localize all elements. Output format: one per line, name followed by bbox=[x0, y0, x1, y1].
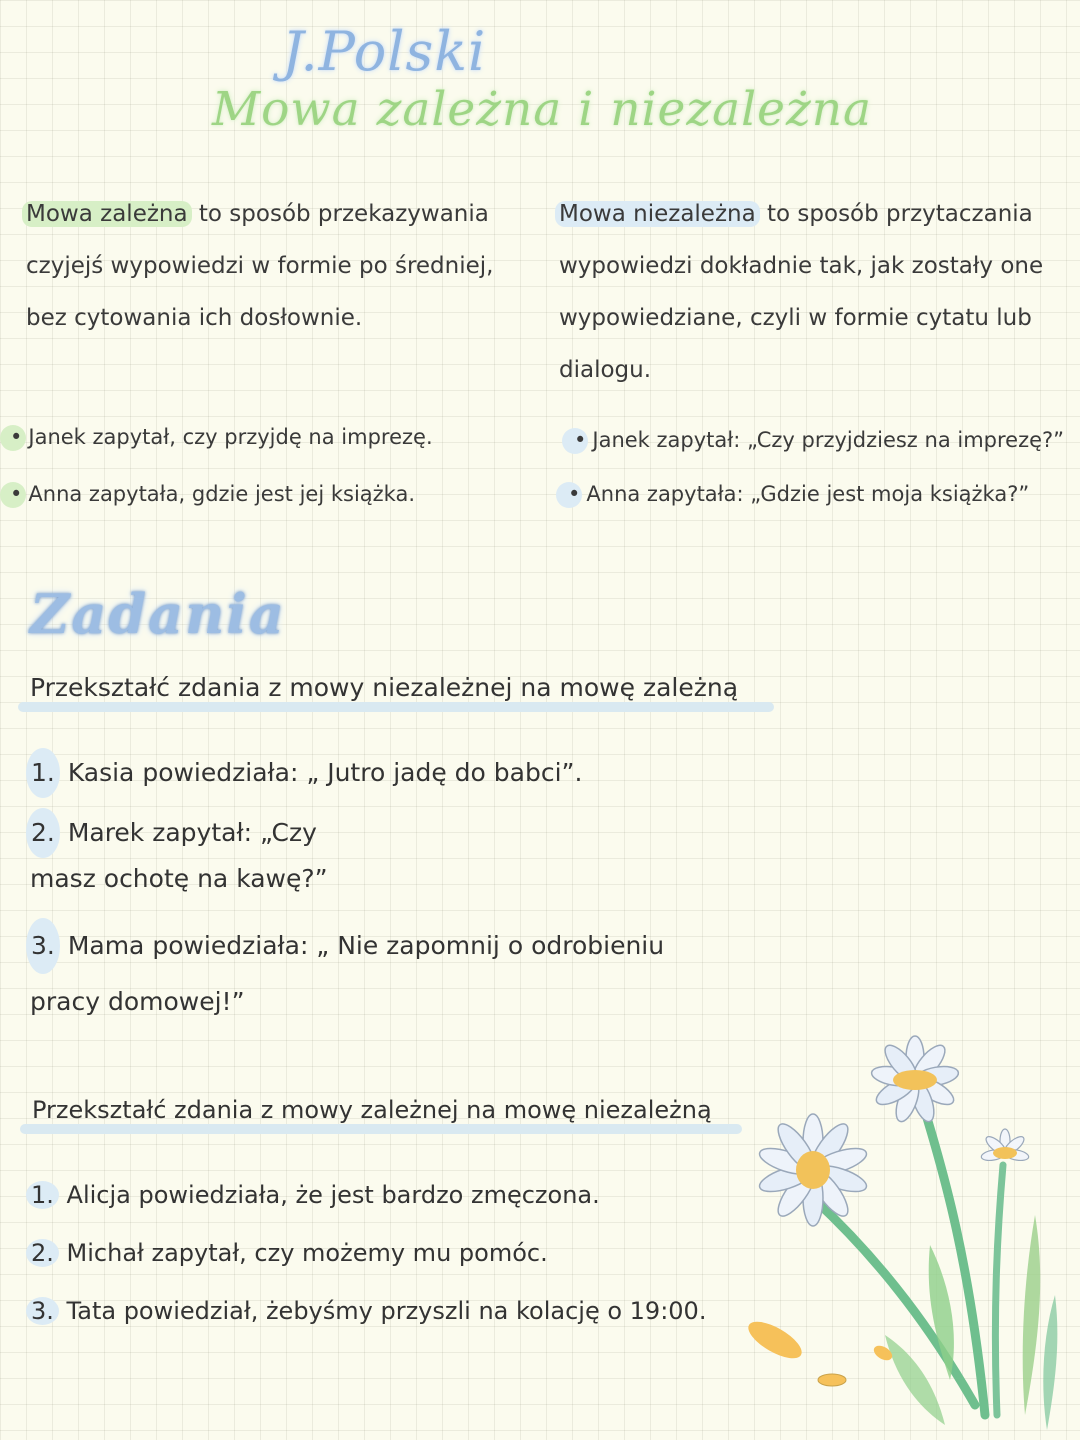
title-topic: Mowa zależna i niezależna bbox=[212, 82, 873, 137]
task-item bbox=[30, 1297, 706, 1325]
definition-line: to sposób przekazywania bbox=[191, 201, 489, 227]
term-independent: Mowa niezależna bbox=[555, 201, 760, 227]
task-text: Mama powiedziała: „ Nie zapomnij o odrobieniu bbox=[67, 931, 665, 960]
instruction-underline bbox=[20, 1124, 742, 1134]
task-item bbox=[30, 1239, 548, 1267]
daisy-illustration bbox=[735, 1035, 1080, 1440]
definition-independent bbox=[555, 188, 1075, 396]
task-text: Kasia powiedziała: „ Jutro jadę do babci”. bbox=[67, 758, 583, 787]
definition-line: dialogu. bbox=[559, 357, 652, 383]
task-text: masz ochotę na kawę?” bbox=[30, 864, 328, 893]
term-dependent: Mowa zależna bbox=[22, 201, 192, 227]
task-text: Tata powiedział, żebyśmy przyszli na kolację o 19:00. bbox=[66, 1297, 707, 1325]
example-text: Janek zapytał, czy przyjdę na imprezę. bbox=[28, 425, 433, 449]
instruction-part2: Przekształć zdania z mowy zależnej na mowę niezależną bbox=[32, 1096, 712, 1124]
instruction-part1: Przekształć zdania z mowy niezależnej na mowę zależną bbox=[30, 673, 739, 702]
example-text: Janek zapytał: „Czy przyjdziesz na imprezę?” bbox=[592, 428, 1065, 452]
task-item bbox=[30, 748, 582, 798]
task-text: pracy domowej!” bbox=[30, 987, 245, 1016]
task-number: 1. bbox=[26, 748, 60, 798]
task-item bbox=[30, 1181, 600, 1209]
task-item bbox=[30, 808, 328, 904]
definition-line: czyjejś wypowiedzi w formie po średniej, bbox=[26, 253, 494, 279]
example-text: Anna zapytała: „Gdzie jest moja książka?” bbox=[586, 482, 1030, 506]
definition-line: bez cytowania ich dosłownie. bbox=[26, 305, 363, 331]
task-number: 3. bbox=[26, 1297, 59, 1325]
example-dependent-1: • Janek zapytał, czy przyjdę na imprezę. bbox=[0, 425, 433, 451]
title-subject: J.Polski bbox=[282, 20, 487, 83]
example-independent-1: • Janek zapytał: „Czy przyjdziesz na imprezę?” bbox=[562, 428, 1064, 454]
task-text: Michał zapytał, czy możemy mu pomóc. bbox=[66, 1239, 548, 1267]
definition-line: wypowiedzi dokładnie tak, jak zostały one bbox=[559, 253, 1044, 279]
task-number: 2. bbox=[26, 808, 60, 858]
task-item bbox=[30, 918, 664, 1030]
task-number: 1. bbox=[26, 1181, 59, 1209]
definition-dependent bbox=[22, 188, 532, 344]
task-text: Marek zapytał: „Czy bbox=[67, 818, 317, 847]
tasks-heading: Zadania bbox=[30, 582, 286, 646]
example-dependent-2: • Anna zapytała, gdzie jest jej książka. bbox=[0, 482, 415, 508]
definition-line: wypowiedziane, czyli w formie cytatu lub bbox=[559, 305, 1032, 331]
task-number: 3. bbox=[26, 918, 60, 974]
task-text: Alicja powiedziała, że jest bardzo zmęczona. bbox=[66, 1181, 600, 1209]
definition-line: to sposób przytaczania bbox=[759, 201, 1033, 227]
example-text: Anna zapytała, gdzie jest jej książka. bbox=[28, 482, 416, 506]
example-independent-2: • Anna zapytała: „Gdzie jest moja książka?” bbox=[556, 482, 1029, 508]
task-number: 2. bbox=[26, 1239, 59, 1267]
instruction-underline bbox=[18, 702, 774, 712]
